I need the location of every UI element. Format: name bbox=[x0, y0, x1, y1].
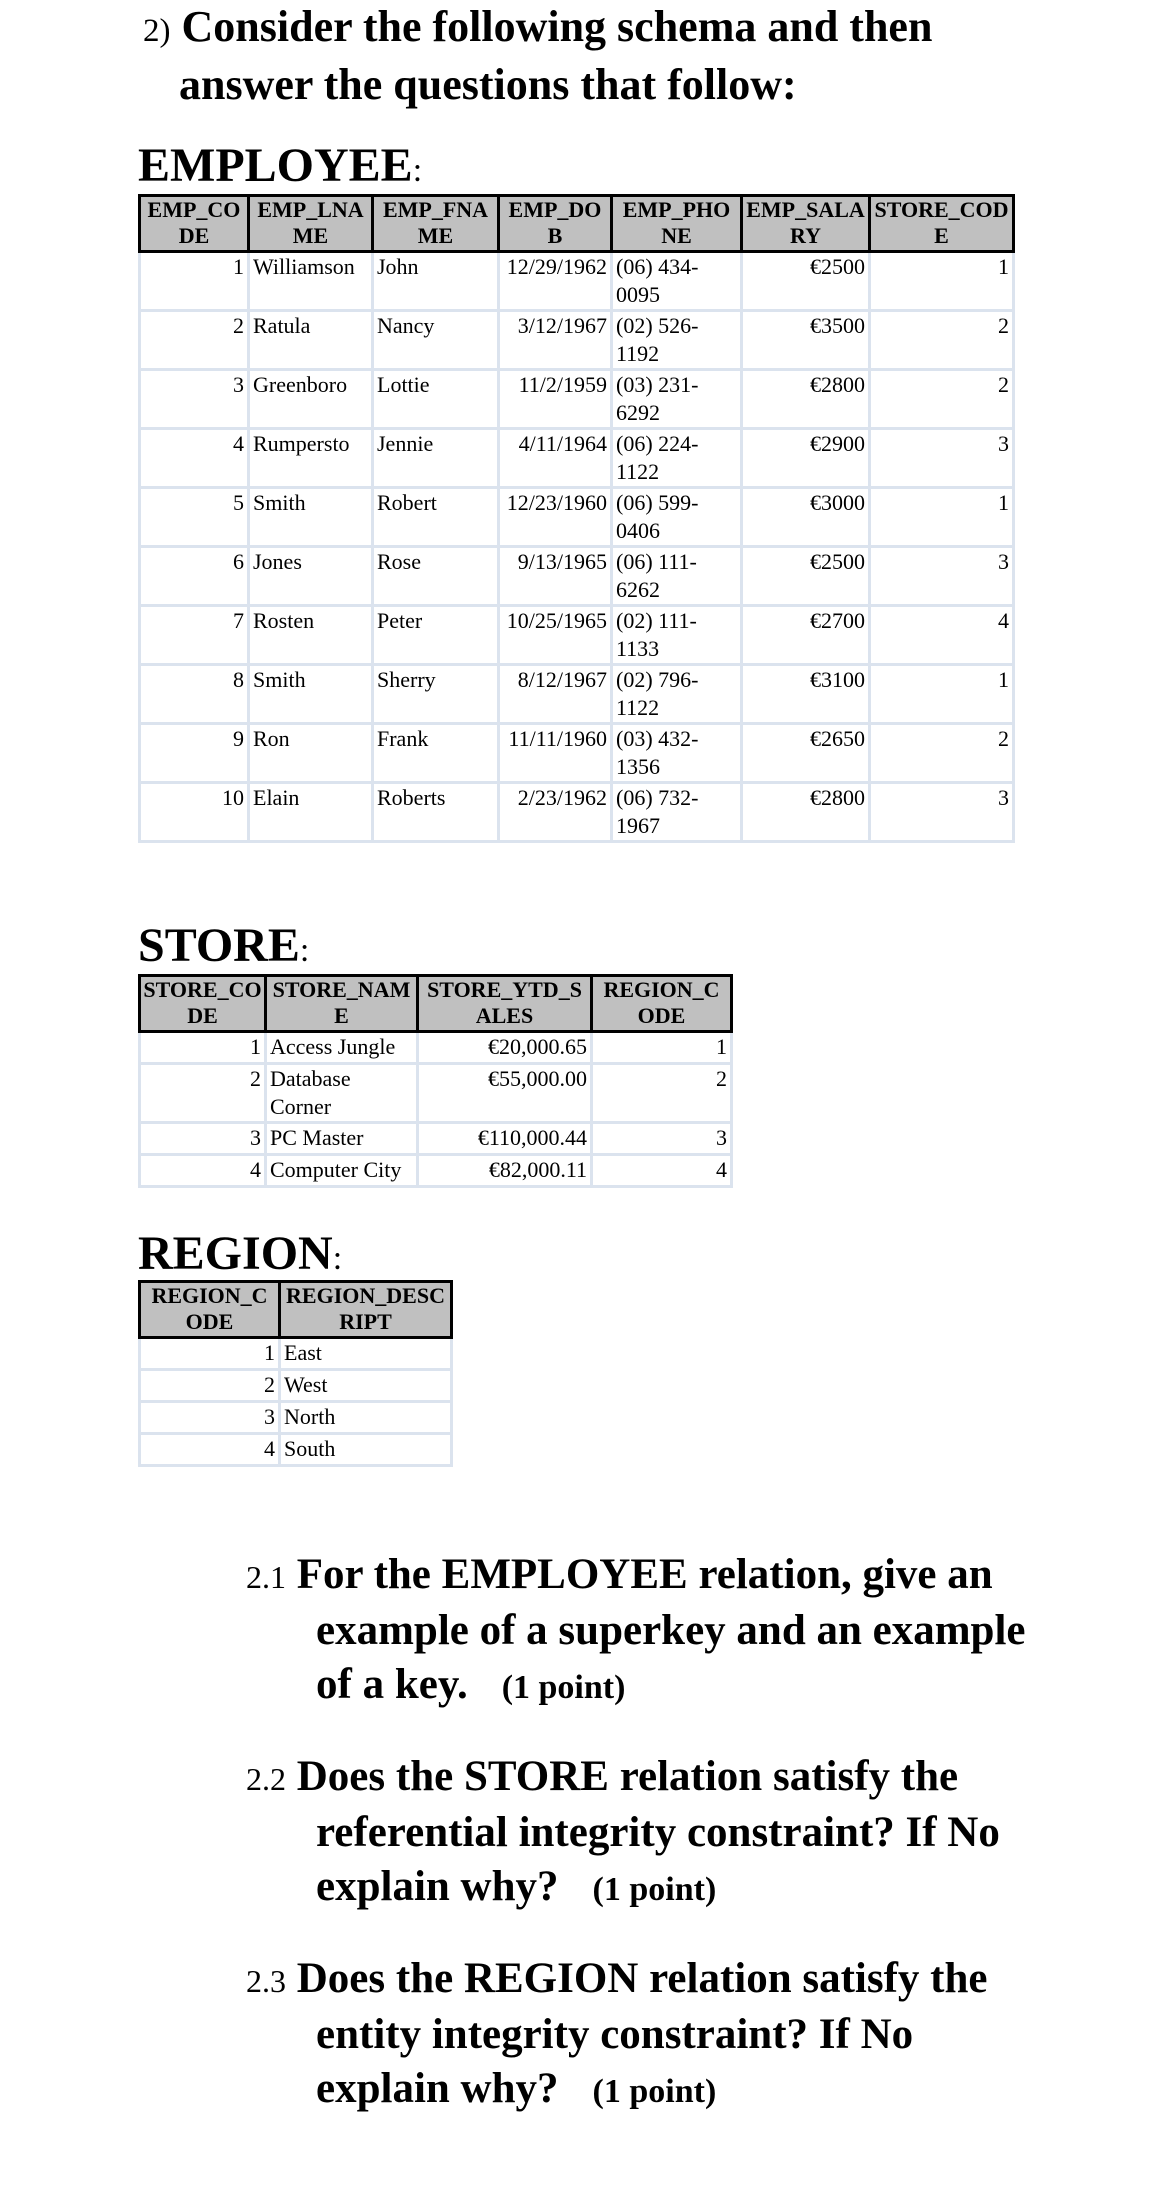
emp-lname: Smith bbox=[249, 665, 373, 724]
question-header bbox=[143, 0, 1143, 112]
store-ytd-sales: €20,000.65 bbox=[418, 1032, 592, 1064]
table-row bbox=[140, 1064, 732, 1123]
emp-dob: 4/11/1964 bbox=[499, 429, 612, 488]
store-table bbox=[138, 974, 733, 1188]
emp-dob: 11/2/1959 bbox=[499, 370, 612, 429]
emp-fname: Frank bbox=[373, 724, 499, 783]
emp-code: 1 bbox=[140, 252, 249, 311]
table-row bbox=[140, 488, 1014, 547]
emp-code: 6 bbox=[140, 547, 249, 606]
table-row bbox=[140, 724, 1014, 783]
region-code: 2 bbox=[140, 1370, 280, 1402]
store-code: 2 bbox=[870, 724, 1014, 783]
subquestion-2-1: 2.1 For the EMPLOYEE relation, give an example of a superkey and an example of a key. (1 point) bbox=[246, 1551, 1026, 1708]
emp-phone: (03) 231-6292 bbox=[612, 370, 742, 429]
emp-dob: 9/13/1965 bbox=[499, 547, 612, 606]
table-row bbox=[140, 1434, 452, 1466]
emp-salary: €3100 bbox=[742, 665, 870, 724]
store-code: 3 bbox=[870, 429, 1014, 488]
employee-col-header: EMP_PHONE bbox=[612, 196, 742, 252]
emp-code: 8 bbox=[140, 665, 249, 724]
region-code: 4 bbox=[140, 1434, 280, 1466]
store-name: PC Master bbox=[266, 1123, 418, 1155]
store-col-header: STORE_YTD_SALES bbox=[418, 976, 592, 1032]
region-col-header: REGION_CODE bbox=[140, 1282, 280, 1338]
store-code: 3 bbox=[870, 547, 1014, 606]
region-descript: West bbox=[280, 1370, 452, 1402]
store-code: 1 bbox=[140, 1032, 266, 1064]
employee-header-row bbox=[140, 196, 1014, 252]
emp-fname: Peter bbox=[373, 606, 499, 665]
emp-lname: Jones bbox=[249, 547, 373, 606]
table-row bbox=[140, 1370, 452, 1402]
emp-code: 7 bbox=[140, 606, 249, 665]
emp-lname: Rosten bbox=[249, 606, 373, 665]
region-descript: North bbox=[280, 1402, 452, 1434]
emp-salary: €2500 bbox=[742, 547, 870, 606]
emp-fname: Jennie bbox=[373, 429, 499, 488]
region-table bbox=[138, 1280, 453, 1467]
emp-phone: (06) 224-1122 bbox=[612, 429, 742, 488]
store-ytd-sales: €55,000.00 bbox=[418, 1064, 592, 1123]
subquestion-number: 2.3 bbox=[246, 1963, 286, 1999]
emp-phone: (06) 732-1967 bbox=[612, 783, 742, 842]
region-code: 3 bbox=[592, 1123, 732, 1155]
employee-col-header: EMP_DOB bbox=[499, 196, 612, 252]
points-label: (1 point) bbox=[592, 2073, 717, 2110]
store-code: 3 bbox=[870, 783, 1014, 842]
emp-salary: €2800 bbox=[742, 783, 870, 842]
emp-fname: Lottie bbox=[373, 370, 499, 429]
table-row bbox=[140, 1402, 452, 1434]
store-code: 3 bbox=[140, 1123, 266, 1155]
emp-lname: Elain bbox=[249, 783, 373, 842]
emp-lname: Rumpersto bbox=[249, 429, 373, 488]
emp-code: 5 bbox=[140, 488, 249, 547]
emp-phone: (02) 111-1133 bbox=[612, 606, 742, 665]
region-header-row bbox=[140, 1282, 452, 1338]
emp-lname: Ratula bbox=[249, 311, 373, 370]
store-col-header: STORE_NAME bbox=[266, 976, 418, 1032]
emp-code: 4 bbox=[140, 429, 249, 488]
subquestion-2-3: 2.3 Does the REGION relation satisfy the entity integrity constraint? If No explain why? (1 point) bbox=[246, 1955, 988, 2112]
employee-col-header: EMP_CODE bbox=[140, 196, 249, 252]
emp-phone: (06) 599-0406 bbox=[612, 488, 742, 547]
emp-salary: €2650 bbox=[742, 724, 870, 783]
employee-col-header: EMP_SALARY bbox=[742, 196, 870, 252]
store-title: STORE: bbox=[138, 919, 310, 972]
region-descript: South bbox=[280, 1434, 452, 1466]
emp-code: 10 bbox=[140, 783, 249, 842]
emp-fname: John bbox=[373, 252, 499, 311]
emp-phone: (06) 111-6262 bbox=[612, 547, 742, 606]
subquestion-number: 2.1 bbox=[246, 1559, 286, 1595]
emp-fname: Sherry bbox=[373, 665, 499, 724]
emp-fname: Roberts bbox=[373, 783, 499, 842]
question-number: 2) bbox=[143, 13, 171, 49]
store-code: 1 bbox=[870, 252, 1014, 311]
employee-col-header: STORE_CODE bbox=[870, 196, 1014, 252]
store-code: 2 bbox=[870, 370, 1014, 429]
table-row bbox=[140, 547, 1014, 606]
emp-code: 9 bbox=[140, 724, 249, 783]
subquestion-number: 2.2 bbox=[246, 1761, 286, 1797]
table-row bbox=[140, 429, 1014, 488]
question-line-1: 2) Consider the following schema and then bbox=[143, 2, 933, 51]
table-row bbox=[140, 665, 1014, 724]
table-row bbox=[140, 606, 1014, 665]
emp-salary: €3500 bbox=[742, 311, 870, 370]
emp-phone: (03) 432-1356 bbox=[612, 724, 742, 783]
emp-salary: €2800 bbox=[742, 370, 870, 429]
emp-fname: Rose bbox=[373, 547, 499, 606]
region-code: 1 bbox=[592, 1032, 732, 1064]
emp-phone: (02) 796-1122 bbox=[612, 665, 742, 724]
store-col-header: STORE_CODE bbox=[140, 976, 266, 1032]
region-col-header: REGION_DESCRIPT bbox=[280, 1282, 452, 1338]
employee-col-header: EMP_FNAME bbox=[373, 196, 499, 252]
region-code: 1 bbox=[140, 1338, 280, 1370]
table-row bbox=[140, 1155, 732, 1187]
employee-table bbox=[138, 194, 1015, 843]
employee-col-header: EMP_LNAME bbox=[249, 196, 373, 252]
store-ytd-sales: €110,000.44 bbox=[418, 1123, 592, 1155]
subquestion-2-2: 2.2 Does the STORE relation satisfy the referential integrity constraint? If No explain why? (1 point) bbox=[246, 1753, 1000, 1910]
table-row bbox=[140, 311, 1014, 370]
store-ytd-sales: €82,000.11 bbox=[418, 1155, 592, 1187]
store-code: 4 bbox=[870, 606, 1014, 665]
store-code: 1 bbox=[870, 488, 1014, 547]
store-name: Database Corner bbox=[266, 1064, 418, 1123]
region-code: 2 bbox=[592, 1064, 732, 1123]
region-descript: East bbox=[280, 1338, 452, 1370]
employee-title: EMPLOYEE: bbox=[138, 139, 423, 192]
emp-code: 3 bbox=[140, 370, 249, 429]
emp-salary: €2900 bbox=[742, 429, 870, 488]
emp-dob: 8/12/1967 bbox=[499, 665, 612, 724]
emp-fname: Robert bbox=[373, 488, 499, 547]
emp-salary: €3000 bbox=[742, 488, 870, 547]
region-title: REGION: bbox=[138, 1227, 343, 1280]
store-name: Access Jungle bbox=[266, 1032, 418, 1064]
table-row bbox=[140, 252, 1014, 311]
emp-dob: 2/23/1962 bbox=[499, 783, 612, 842]
region-code: 4 bbox=[592, 1155, 732, 1187]
store-code: 2 bbox=[140, 1064, 266, 1123]
emp-lname: Smith bbox=[249, 488, 373, 547]
store-code: 2 bbox=[870, 311, 1014, 370]
table-row bbox=[140, 370, 1014, 429]
emp-dob: 10/25/1965 bbox=[499, 606, 612, 665]
emp-dob: 11/11/1960 bbox=[499, 724, 612, 783]
emp-dob: 12/23/1960 bbox=[499, 488, 612, 547]
emp-lname: Greenboro bbox=[249, 370, 373, 429]
store-code: 4 bbox=[140, 1155, 266, 1187]
table-row bbox=[140, 783, 1014, 842]
emp-salary: €2500 bbox=[742, 252, 870, 311]
region-code: 3 bbox=[140, 1402, 280, 1434]
emp-phone: (06) 434-0095 bbox=[612, 252, 742, 311]
emp-lname: Williamson bbox=[249, 252, 373, 311]
table-row bbox=[140, 1123, 732, 1155]
table-row bbox=[140, 1338, 452, 1370]
emp-phone: (02) 526-1192 bbox=[612, 311, 742, 370]
points-label: (1 point) bbox=[592, 1871, 717, 1908]
emp-dob: 12/29/1962 bbox=[499, 252, 612, 311]
emp-lname: Ron bbox=[249, 724, 373, 783]
question-line-2: answer the questions that follow: bbox=[179, 60, 797, 109]
store-name: Computer City bbox=[266, 1155, 418, 1187]
table-row bbox=[140, 1032, 732, 1064]
emp-code: 2 bbox=[140, 311, 249, 370]
store-header-row bbox=[140, 976, 732, 1032]
emp-salary: €2700 bbox=[742, 606, 870, 665]
store-code: 1 bbox=[870, 665, 1014, 724]
emp-fname: Nancy bbox=[373, 311, 499, 370]
emp-dob: 3/12/1967 bbox=[499, 311, 612, 370]
points-label: (1 point) bbox=[501, 1669, 626, 1706]
store-col-header: REGION_CODE bbox=[592, 976, 732, 1032]
